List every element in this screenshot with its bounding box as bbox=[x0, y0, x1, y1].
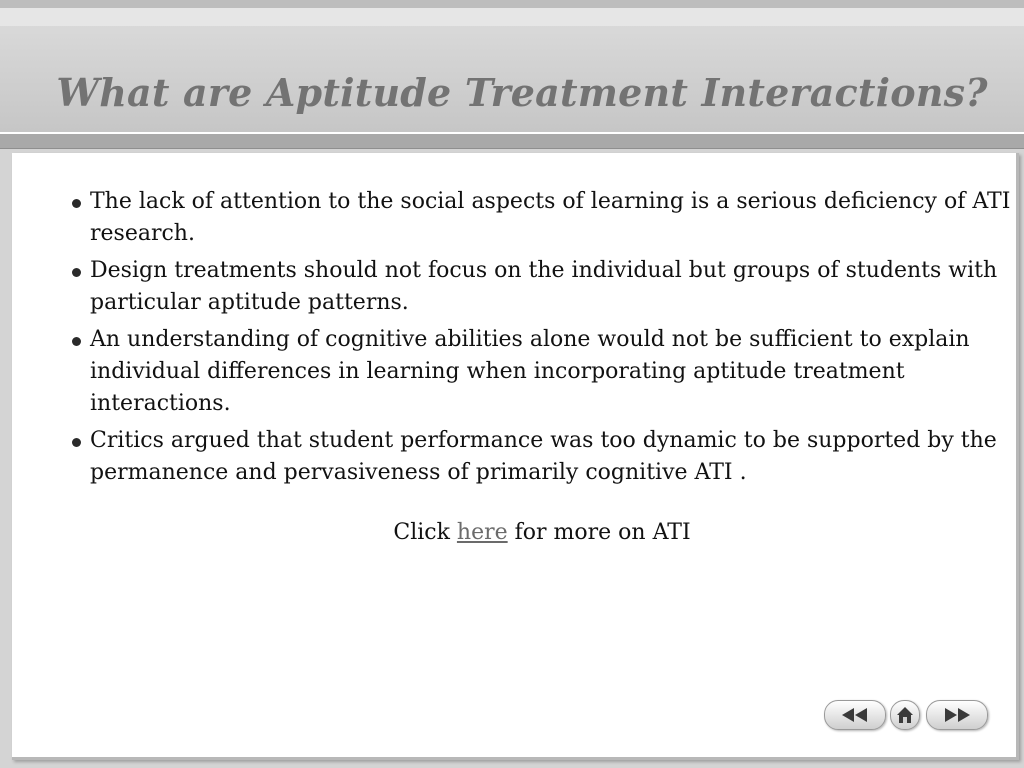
bullet-text: Critics argued that student performance was too dynamic to be supported by the permanence and pervasiveness of primarily cognitive ATI . bbox=[90, 428, 997, 485]
next-slide-button[interactable] bbox=[926, 700, 988, 730]
bullet-dot-icon bbox=[72, 199, 81, 208]
more-info-suffix: for more on ATI bbox=[507, 520, 691, 545]
bullet-item bbox=[70, 324, 1015, 420]
bullet-dot-icon bbox=[72, 337, 81, 346]
slide-title: What are Aptitude Treatment Interactions? bbox=[56, 70, 988, 115]
divider-bar bbox=[0, 134, 1024, 149]
home-button[interactable] bbox=[890, 700, 920, 730]
bullet-dot-icon bbox=[72, 438, 81, 447]
title-highlight bbox=[0, 8, 1024, 26]
bullet-item bbox=[70, 186, 1015, 250]
more-info-line bbox=[0, 520, 1024, 545]
bullet-text: An understanding of cognitive abilities alone would not be sufficient to explain individual differences in learning when incorporating aptitude treatment interactions. bbox=[90, 327, 970, 416]
bullet-item bbox=[70, 425, 1015, 489]
previous-slide-button[interactable] bbox=[824, 700, 886, 730]
home-icon bbox=[896, 706, 914, 724]
rewind-icon bbox=[842, 708, 868, 722]
bullet-text: The lack of attention to the social aspects of learning is a serious deficiency of ATI research. bbox=[90, 189, 1011, 246]
top-strip bbox=[0, 0, 1024, 8]
bullet-text: Design treatments should not focus on the individual but groups of students with particular aptitude patterns. bbox=[90, 258, 998, 315]
bullet-item bbox=[70, 255, 1015, 319]
more-info-link[interactable]: here bbox=[456, 520, 508, 545]
bullet-dot-icon bbox=[72, 268, 81, 277]
more-info-prefix: Click bbox=[393, 520, 457, 545]
bullet-list bbox=[70, 186, 1015, 494]
fast-forward-icon bbox=[944, 708, 970, 722]
